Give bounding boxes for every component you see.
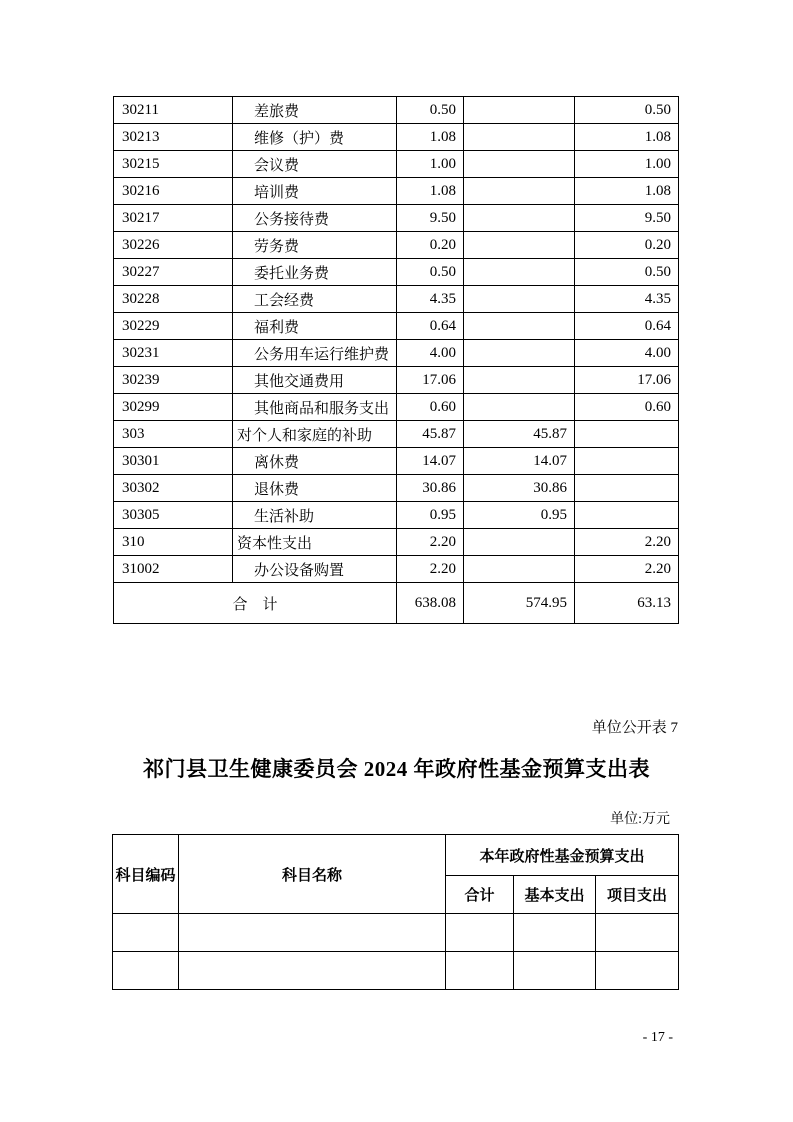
cell-subject-name: 工会经费 [233,286,397,313]
total-row-sum: 638.08 [397,583,464,624]
expense-row [114,502,679,529]
cell-project-expense: 17.06 [575,367,679,394]
expense-row [114,475,679,502]
cell-subject-name: 委托业务费 [233,259,397,286]
cell-project-expense: 1.08 [575,124,679,151]
cell-subject-code: 30216 [114,178,233,205]
cell-subject-name: 退休费 [233,475,397,502]
expense-row [114,340,679,367]
expense-row [114,529,679,556]
cell-subject-name: 对个人和家庭的补助 [233,421,397,448]
cell-total: 1.08 [397,124,464,151]
cell-subject-name: 公务接待费 [233,205,397,232]
cell-project-expense [575,448,679,475]
cell-basic-expense [464,259,575,286]
cell-basic-expense [464,205,575,232]
cell-basic-expense [464,97,575,124]
fund-budget-table [112,834,679,990]
expense-row [114,421,679,448]
cell-subject-code: 30299 [114,394,233,421]
cell-total: 0.20 [397,232,464,259]
cell-subject-code: 30302 [114,475,233,502]
cell-subject-code: 30226 [114,232,233,259]
cell-project-expense: 1.00 [575,151,679,178]
cell-subject-name: 培训费 [233,178,397,205]
cell-project-expense: 4.00 [575,340,679,367]
expense-row [114,394,679,421]
expense-row [114,259,679,286]
cell-total: 14.07 [397,448,464,475]
total-row-basic: 574.95 [464,583,575,624]
cell-project-expense: 2.20 [575,529,679,556]
cell-basic-expense [464,178,575,205]
fund-empty-cell [596,914,679,952]
cell-total: 0.50 [397,259,464,286]
cell-subject-name: 资本性支出 [233,529,397,556]
expense-row [114,205,679,232]
total-row [114,583,679,624]
cell-subject-code: 30239 [114,367,233,394]
cell-subject-code: 310 [114,529,233,556]
cell-subject-code: 30301 [114,448,233,475]
cell-project-expense: 4.35 [575,286,679,313]
cell-subject-code: 30228 [114,286,233,313]
col-header-basic: 基本支出 [514,876,596,914]
cell-total: 0.64 [397,313,464,340]
fund-empty-cell [446,914,514,952]
cell-subject-name: 差旅费 [233,97,397,124]
fund-empty-cell [179,914,446,952]
cell-subject-code: 303 [114,421,233,448]
cell-total: 4.35 [397,286,464,313]
cell-total: 1.00 [397,151,464,178]
expense-breakdown-table [113,96,679,624]
total-row-label: 合 计 [114,583,397,624]
table-note: 单位公开表 7 [591,720,678,736]
cell-project-expense: 1.08 [575,178,679,205]
cell-basic-expense: 0.95 [464,502,575,529]
cell-subject-code: 30213 [114,124,233,151]
cell-basic-expense [464,394,575,421]
cell-subject-name: 办公设备购置 [233,556,397,583]
cell-basic-expense: 14.07 [464,448,575,475]
col-header-subject-code: 科目编码 [113,835,179,914]
fund-empty-row [113,952,679,990]
cell-project-expense: 2.20 [575,556,679,583]
cell-subject-code: 30229 [114,313,233,340]
cell-project-expense: 0.64 [575,313,679,340]
cell-subject-name: 福利费 [233,313,397,340]
cell-total: 17.06 [397,367,464,394]
cell-total: 0.60 [397,394,464,421]
total-row-project: 63.13 [575,583,679,624]
page-number: - 17 - [642,1030,673,1045]
fund-empty-row [113,914,679,952]
cell-subject-name: 公务用车运行维护费 [233,340,397,367]
cell-basic-expense [464,124,575,151]
fund-table-header [113,835,679,914]
cell-project-expense [575,475,679,502]
cell-basic-expense [464,340,575,367]
fund-empty-cell [113,952,179,990]
cell-subject-name: 其他交通费用 [233,367,397,394]
fund-empty-cell [596,952,679,990]
expense-table-footer [114,583,679,624]
expense-row [114,232,679,259]
cell-total: 2.20 [397,556,464,583]
cell-project-expense [575,502,679,529]
cell-project-expense [575,421,679,448]
fund-empty-cell [179,952,446,990]
cell-subject-name: 维修（护）费 [233,124,397,151]
col-header-project: 项目支出 [596,876,679,914]
expense-row [114,178,679,205]
cell-subject-name: 会议费 [233,151,397,178]
cell-subject-code: 30227 [114,259,233,286]
cell-basic-expense [464,367,575,394]
expense-row [114,313,679,340]
cell-basic-expense: 30.86 [464,475,575,502]
cell-total: 4.00 [397,340,464,367]
expense-row [114,124,679,151]
expense-row [114,151,679,178]
cell-subject-code: 30217 [114,205,233,232]
unit-note: 单位:万元 [610,812,670,827]
cell-subject-name: 生活补助 [233,502,397,529]
fund-empty-cell [514,952,596,990]
cell-project-expense: 0.50 [575,259,679,286]
fund-empty-cell [446,952,514,990]
cell-basic-expense [464,529,575,556]
cell-total: 9.50 [397,205,464,232]
expense-row [114,286,679,313]
cell-subject-code: 30231 [114,340,233,367]
cell-project-expense: 9.50 [575,205,679,232]
cell-project-expense: 0.60 [575,394,679,421]
cell-total: 30.86 [397,475,464,502]
cell-subject-code: 31002 [114,556,233,583]
cell-total: 0.50 [397,97,464,124]
fund-table-body [113,914,679,990]
cell-subject-code: 30215 [114,151,233,178]
page-title: 祁门县卫生健康委员会 2024 年政府性基金预算支出表 [143,757,650,781]
expense-table-body [114,97,679,583]
cell-total: 45.87 [397,421,464,448]
fund-empty-cell [113,914,179,952]
cell-basic-expense [464,151,575,178]
cell-subject-code: 30305 [114,502,233,529]
cell-subject-code: 30211 [114,97,233,124]
col-header-total: 合计 [446,876,514,914]
expense-row [114,448,679,475]
cell-total: 2.20 [397,529,464,556]
cell-basic-expense [464,232,575,259]
cell-subject-name: 劳务费 [233,232,397,259]
cell-project-expense: 0.50 [575,97,679,124]
cell-subject-name: 其他商品和服务支出 [233,394,397,421]
cell-total: 0.95 [397,502,464,529]
fund-header-row-1 [113,835,679,876]
cell-basic-expense: 45.87 [464,421,575,448]
cell-total: 1.08 [397,178,464,205]
cell-basic-expense [464,286,575,313]
cell-basic-expense [464,313,575,340]
cell-subject-name: 离休费 [233,448,397,475]
expense-row [114,367,679,394]
col-header-fund-group: 本年政府性基金预算支出 [446,835,679,876]
cell-basic-expense [464,556,575,583]
expense-row [114,556,679,583]
cell-project-expense: 0.20 [575,232,679,259]
col-header-subject-name: 科目名称 [179,835,446,914]
fund-empty-cell [514,914,596,952]
expense-row [114,97,679,124]
